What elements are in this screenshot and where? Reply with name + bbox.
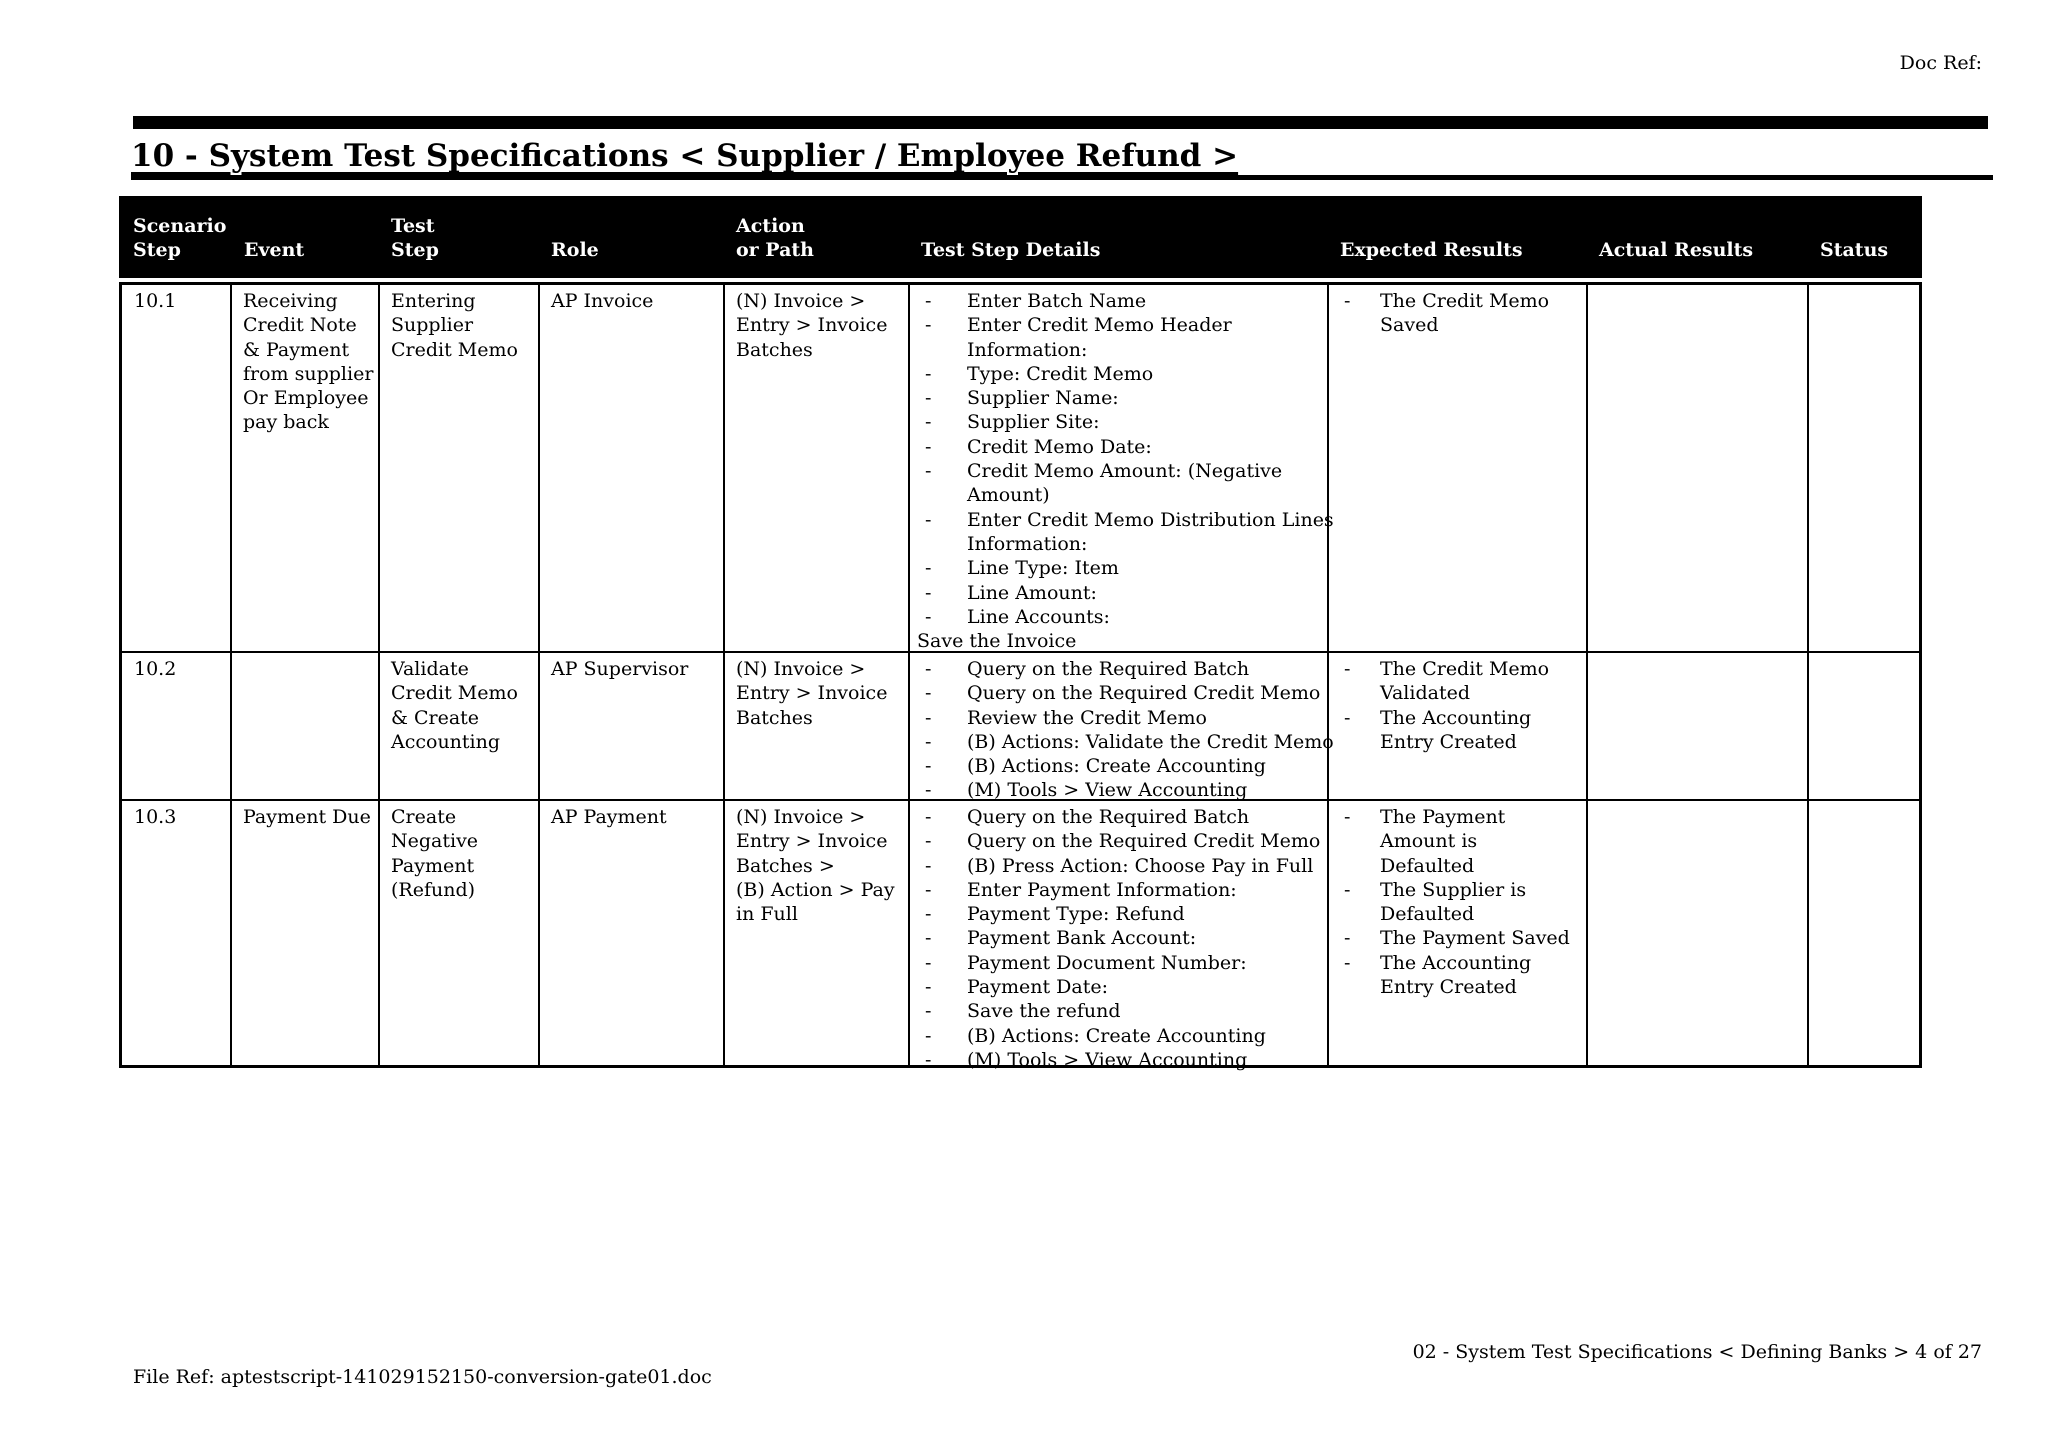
row-step: 10.2 (134, 658, 177, 680)
footer-page-info: 02 - System Test Specifications < Defining Banks > 4 of 27 (1412, 1341, 1982, 1363)
event-line: & Payment (243, 338, 350, 361)
row-step: 10.3 (134, 806, 177, 828)
col-header-scenario: Scenario Step (133, 215, 227, 261)
action-line: Batches (736, 706, 813, 729)
action-line: Entry > Invoice (736, 314, 888, 337)
detail-line: - Enter Credit Memo Distribution Lines (917, 508, 1334, 532)
header-bar (133, 116, 1988, 129)
row-test-step (391, 289, 518, 362)
row-action (736, 805, 895, 926)
detail-line: - (B) Actions: Create Accounting (917, 754, 1334, 778)
doc-ref: Doc Ref: (1899, 52, 1982, 74)
col-header-expected: Expected Results (1340, 239, 1523, 261)
col-divider (723, 285, 725, 1065)
event-line: from supplier (243, 362, 374, 385)
expected-line: - The Payment (1336, 805, 1570, 829)
detail-line: - Payment Type: Refund (917, 902, 1320, 926)
row-details (917, 289, 1334, 653)
row-expected (1336, 805, 1570, 999)
row-expected (1336, 289, 1549, 338)
action-line: (B) Action > Pay (736, 878, 895, 901)
detail-line: - Review the Credit Memo (917, 706, 1334, 730)
col-divider (538, 285, 540, 1065)
detail-line: - Supplier Name: (917, 386, 1334, 410)
event-line: Credit Note (243, 314, 357, 337)
event-line: pay back (243, 411, 329, 434)
col-divider (378, 285, 380, 1065)
detail-line: Information: (967, 338, 1088, 361)
row-step: 10.1 (134, 290, 177, 312)
row-test-step (391, 657, 518, 754)
test-step-line: Entering (391, 290, 476, 312)
detail-line: - Payment Document Number: (917, 951, 1320, 975)
detail-line: Amount) (967, 484, 1050, 507)
test-step-line: Credit Memo (391, 682, 518, 705)
event-line: Or Employee (243, 387, 369, 410)
detail-line: - Query on the Required Credit Memo (917, 681, 1334, 705)
event-line: Receiving (243, 290, 338, 312)
detail-line: - Query on the Required Batch (917, 657, 1334, 681)
col-header-status: Status (1820, 239, 1889, 261)
event-line: Payment Due (243, 806, 371, 828)
page-title: 10 - System Test Specifications < Supplier / Employee Refund > (131, 138, 1239, 174)
col-divider (1807, 285, 1809, 1065)
detail-line: - Query on the Required Credit Memo (917, 829, 1320, 853)
footer-file-ref: File Ref: aptestscript-141029152150-conversion-gate01.doc (133, 1366, 712, 1388)
col-header-action: Action or Path (736, 215, 814, 261)
detail-line: - Enter Credit Memo Header (917, 313, 1334, 337)
row-action (736, 289, 887, 362)
detail-line: - Enter Batch Name (917, 289, 1334, 313)
row-event (243, 805, 371, 829)
row-details (917, 657, 1334, 803)
row-role: AP Supervisor (551, 658, 689, 680)
detail-line: - Payment Bank Account: (917, 926, 1320, 950)
test-table (119, 282, 1922, 1071)
expected-line: - The Payment Saved (1336, 926, 1570, 950)
table-header (119, 196, 1922, 278)
detail-line: Save the Invoice (917, 630, 1077, 653)
detail-line: - (M) Tools > View Accounting (917, 778, 1334, 802)
col-divider (230, 285, 232, 1065)
title-rule (131, 175, 1993, 180)
row-expected (1336, 657, 1549, 754)
detail-line: - Query on the Required Batch (917, 805, 1320, 829)
test-step-line: (Refund) (391, 878, 476, 901)
row-test-step (391, 805, 478, 902)
test-step-line: Validate (391, 658, 469, 680)
col-divider (1586, 285, 1588, 1065)
expected-line: - The Credit Memo (1336, 657, 1549, 681)
expected-line: Entry Created (1380, 730, 1517, 753)
detail-line: - Supplier Site: (917, 410, 1334, 434)
detail-line: - Enter Payment Information: (917, 878, 1320, 902)
test-step-line: Supplier (391, 314, 474, 337)
test-step-line: Credit Memo (391, 338, 518, 361)
expected-line: - The Accounting (1336, 951, 1570, 975)
test-step-line: Create (391, 806, 457, 828)
col-divider (908, 285, 910, 1065)
test-step-line: Payment (391, 854, 475, 877)
action-line: Entry > Invoice (736, 682, 888, 705)
action-line: (N) Invoice > (736, 290, 866, 312)
row-role: AP Payment (551, 806, 667, 828)
expected-line: - The Supplier is (1336, 878, 1570, 902)
expected-line: Entry Created (1380, 976, 1517, 999)
detail-line: - Type: Credit Memo (917, 362, 1334, 386)
detail-line: - (M) Tools > View Accounting (917, 1048, 1320, 1072)
expected-line: Saved (1380, 314, 1439, 337)
row-action (736, 657, 887, 730)
expected-line: Validated (1380, 682, 1470, 705)
row-role: AP Invoice (551, 290, 654, 312)
action-line: in Full (736, 903, 798, 926)
detail-line: - (B) Actions: Validate the Credit Memo (917, 730, 1334, 754)
row-details (917, 805, 1320, 1072)
detail-line: - Save the refund (917, 999, 1320, 1023)
detail-line: - Credit Memo Date: (917, 435, 1334, 459)
detail-line: Information: (967, 532, 1088, 555)
detail-line: - Payment Date: (917, 975, 1320, 999)
detail-line: - (B) Press Action: Choose Pay in Full (917, 854, 1320, 878)
expected-line: Defaulted (1380, 854, 1475, 877)
action-line: Entry > Invoice (736, 830, 888, 853)
row-event (243, 289, 373, 435)
col-header-details: Test Step Details (921, 239, 1101, 261)
action-line: Batches > (736, 854, 835, 877)
expected-line: Defaulted (1380, 903, 1475, 926)
expected-line: - The Credit Memo (1336, 289, 1549, 313)
expected-line: Amount is (1380, 830, 1478, 853)
detail-line: - Line Accounts: (917, 605, 1334, 629)
col-header-role: Role (551, 239, 599, 261)
expected-line: - The Accounting (1336, 706, 1549, 730)
col-header-actual: Actual Results (1599, 239, 1754, 261)
test-step-line: Accounting (391, 730, 501, 753)
action-line: (N) Invoice > (736, 658, 866, 680)
detail-line: - Line Type: Item (917, 556, 1334, 580)
col-header-event: Event (244, 239, 305, 261)
detail-line: - Credit Memo Amount: (Negative (917, 459, 1334, 483)
action-line: (N) Invoice > (736, 806, 866, 828)
test-step-line: & Create (391, 706, 480, 729)
action-line: Batches (736, 338, 813, 361)
detail-line: - (B) Actions: Create Accounting (917, 1024, 1320, 1048)
col-header-test-step: Test Step (391, 215, 439, 261)
detail-line: - Line Amount: (917, 581, 1334, 605)
test-step-line: Negative (391, 830, 479, 853)
